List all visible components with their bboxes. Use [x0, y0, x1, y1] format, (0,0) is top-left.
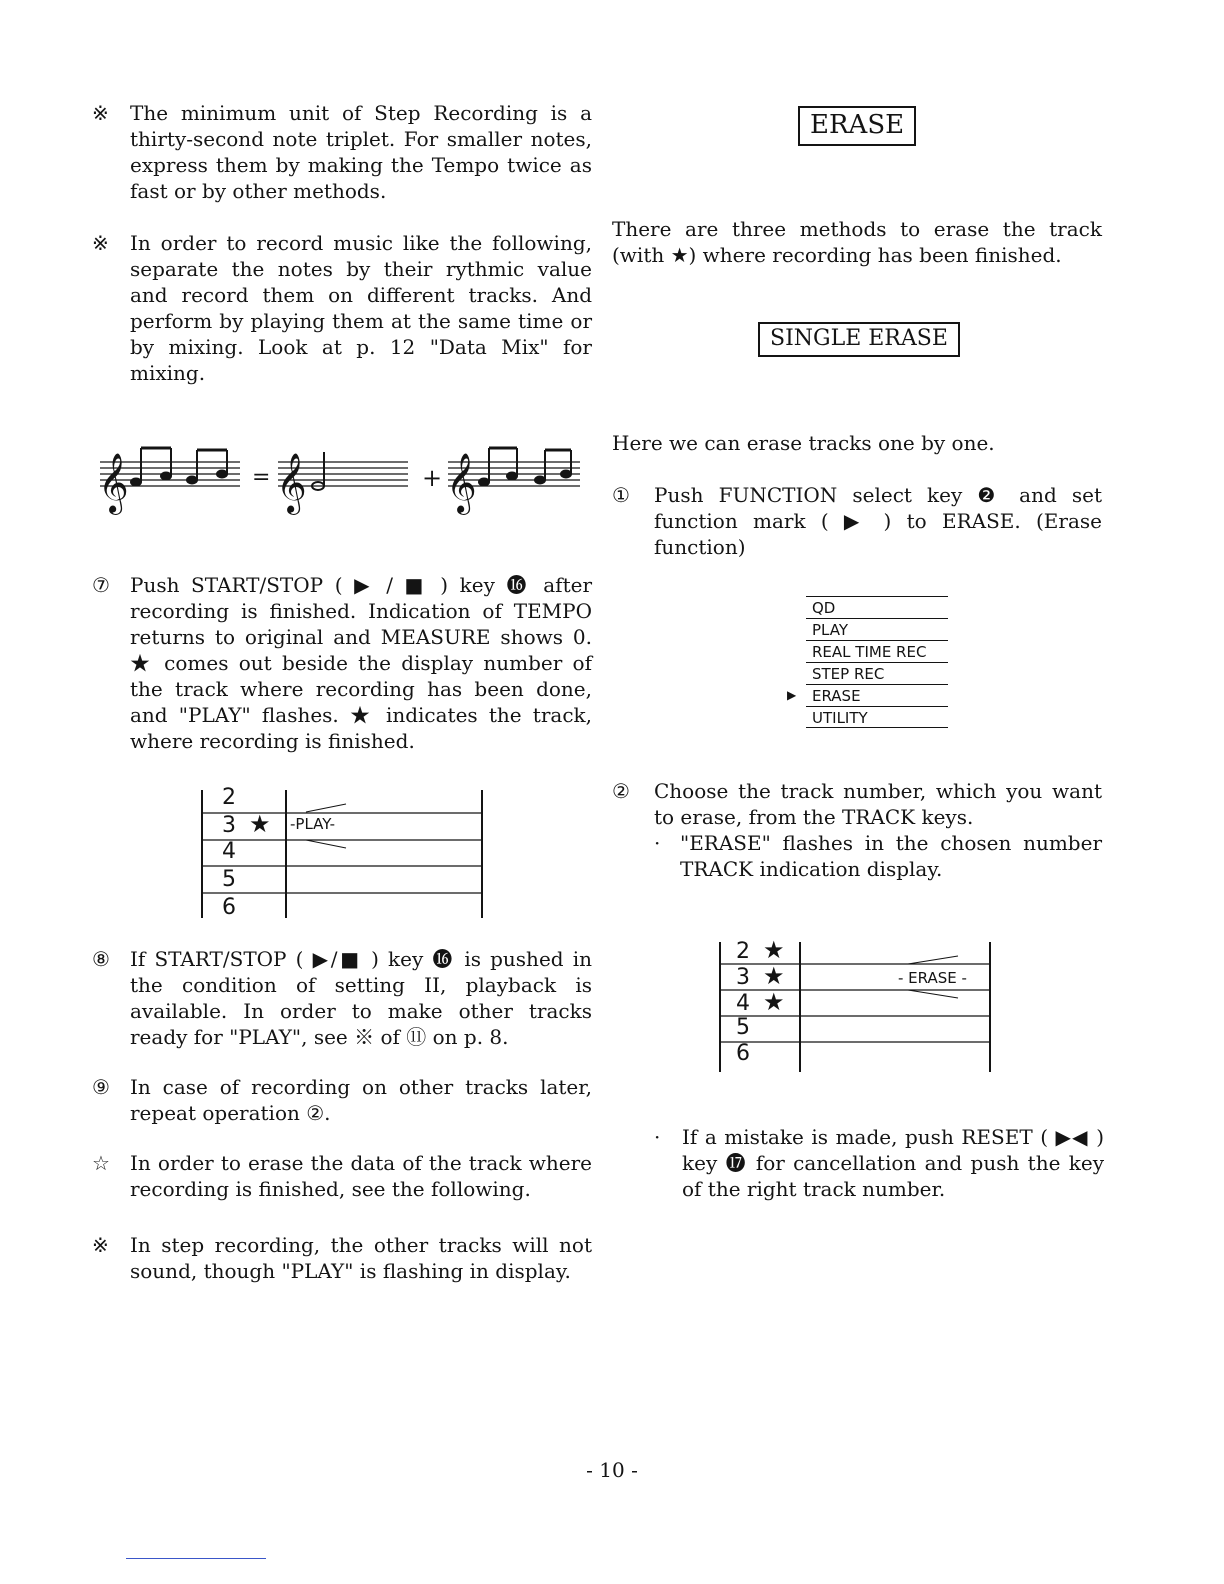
- treble-clef-icon: 𝄞: [98, 453, 129, 513]
- step-9: [92, 1074, 592, 1126]
- note-step-sound-text: In step recording, the other tracks will not sound, though "PLAY" is flashing in display.: [130, 1233, 592, 1283]
- white-star-icon: ☆: [92, 1151, 110, 1175]
- step-number: ⑨: [92, 1075, 110, 1099]
- menu-item-qd: QD: [806, 596, 948, 618]
- step-9-text: In case of recording on other tracks later, repeat operation ②.: [130, 1075, 592, 1125]
- bullet-icon: ·: [654, 831, 661, 855]
- track-row-4: 4 ★: [736, 988, 785, 1016]
- erase-intro: There are three methods to erase the track (with ★) where recording has been finished.: [612, 217, 1102, 267]
- treble-clef-icon: 𝄞: [276, 453, 307, 513]
- note-erase-text: In order to erase the data of the track where recording is finished, see the following.: [130, 1151, 592, 1201]
- step-7: [92, 572, 592, 754]
- play-label: -PLAY-: [290, 815, 336, 833]
- erase-label: - ERASE -: [898, 969, 967, 987]
- step-2-bullet: [612, 830, 1102, 882]
- plus-sign: +: [422, 464, 443, 492]
- step-1: [612, 482, 1102, 560]
- reset-bullet-block: [654, 1124, 1104, 1202]
- note-min-unit-text: The minimum unit of Step Recording is a thirty-second note triplet. For smaller notes, express them by making the Tempo twice as fast or by other methods.: [130, 101, 592, 203]
- track-row-3: 3 ★: [736, 962, 785, 990]
- equals-sign: =: [252, 465, 271, 490]
- step-7-text: Push START/STOP ( ▶ / ■ ) key ⓰ after recording is finished. Indication of TEMPO returns to original and MEASURE shows 0. ★ comes out beside the display number of the track where recording has been done, and "PLAY" flashes. ★ indicates the track, where recording is finished.: [130, 573, 592, 753]
- star-icon: ★: [763, 962, 785, 990]
- star-icon: ★: [763, 936, 785, 964]
- left-lower-column: [92, 946, 592, 1284]
- step-2-bullet-text: "ERASE" flashes in the chosen number TRACK indication display.: [680, 831, 1102, 881]
- page-number: - 10 -: [586, 1458, 638, 1482]
- step-number: ⑦: [92, 573, 110, 597]
- footer-rule: [126, 1558, 266, 1559]
- menu-item-play: PLAY: [806, 618, 948, 640]
- note-min-unit: [92, 100, 592, 204]
- note-step-sound: [92, 1232, 592, 1284]
- music-notation-figure: [92, 440, 592, 530]
- reset-bullet-text: If a mistake is made, push RESET ( ▶◀ ) key ⓱ for cancellation and push the key of the right track number.: [682, 1125, 1104, 1201]
- step-1-block: [612, 482, 1102, 560]
- track-row-3: 3 ★: [222, 810, 271, 838]
- step-7-block: [92, 572, 592, 754]
- step-2-text: Choose the track number, which you want to erase, from the TRACK keys.: [654, 779, 1102, 829]
- left-column: [92, 100, 592, 386]
- step-number: ②: [612, 779, 630, 803]
- track-row-6: 6: [222, 895, 236, 920]
- track-row-6: 6: [736, 1041, 750, 1066]
- track-row-5: 5: [222, 867, 236, 892]
- star-icon: ★: [249, 810, 271, 838]
- reset-bullet: [654, 1124, 1104, 1202]
- step-2-block: [612, 778, 1102, 882]
- track-row-2: 2 ★: [736, 936, 785, 964]
- track-row-2: 2: [222, 785, 236, 810]
- menu-item-step-rec: STEP REC: [806, 662, 948, 684]
- note-erase: [92, 1150, 592, 1202]
- function-pointer-icon: ▶: [787, 688, 797, 702]
- menu-item-real-time-rec: REAL TIME REC: [806, 640, 948, 662]
- erase-heading: ERASE: [798, 106, 916, 146]
- note-separate-tracks-text: In order to record music like the following, separate the notes by their rythmic value and record them on different tracks. And perform by playing them at the same time or by mixing. Look at p. 12 "Data Mix" for mixing.: [130, 231, 592, 385]
- treble-clef-icon: 𝄞: [446, 453, 477, 513]
- menu-item-utility: UTILITY: [806, 706, 948, 728]
- step-number: ①: [612, 483, 630, 507]
- step-8-text: If START/STOP ( ▶/■ ) key ⓰ is pushed in the condition of setting II, playback is available. In order to make other tracks ready for "PLAY", see ※ of ⑪ on p. 8.: [130, 947, 592, 1049]
- step-8: [92, 946, 592, 1050]
- single-erase-heading: SINGLE ERASE: [758, 322, 960, 357]
- menu-item-erase: ERASE: [806, 684, 948, 706]
- track-row-4: 4: [222, 839, 236, 864]
- bullet-icon: ·: [654, 1125, 661, 1149]
- reference-mark-icon: ※: [92, 101, 109, 125]
- star-icon: ★: [763, 988, 785, 1016]
- track-row-5: 5: [736, 1015, 750, 1040]
- note-separate-tracks: [92, 230, 592, 386]
- step-2: [612, 778, 1102, 830]
- single-erase-intro: Here we can erase tracks one by one.: [612, 431, 995, 455]
- reference-mark-icon: ※: [92, 1233, 109, 1257]
- step-number: ⑧: [92, 947, 110, 971]
- reference-mark-icon: ※: [92, 231, 109, 255]
- step-1-text: Push FUNCTION select key ❷ and set function mark ( ▶ ) to ERASE. (Erase function): [654, 483, 1102, 559]
